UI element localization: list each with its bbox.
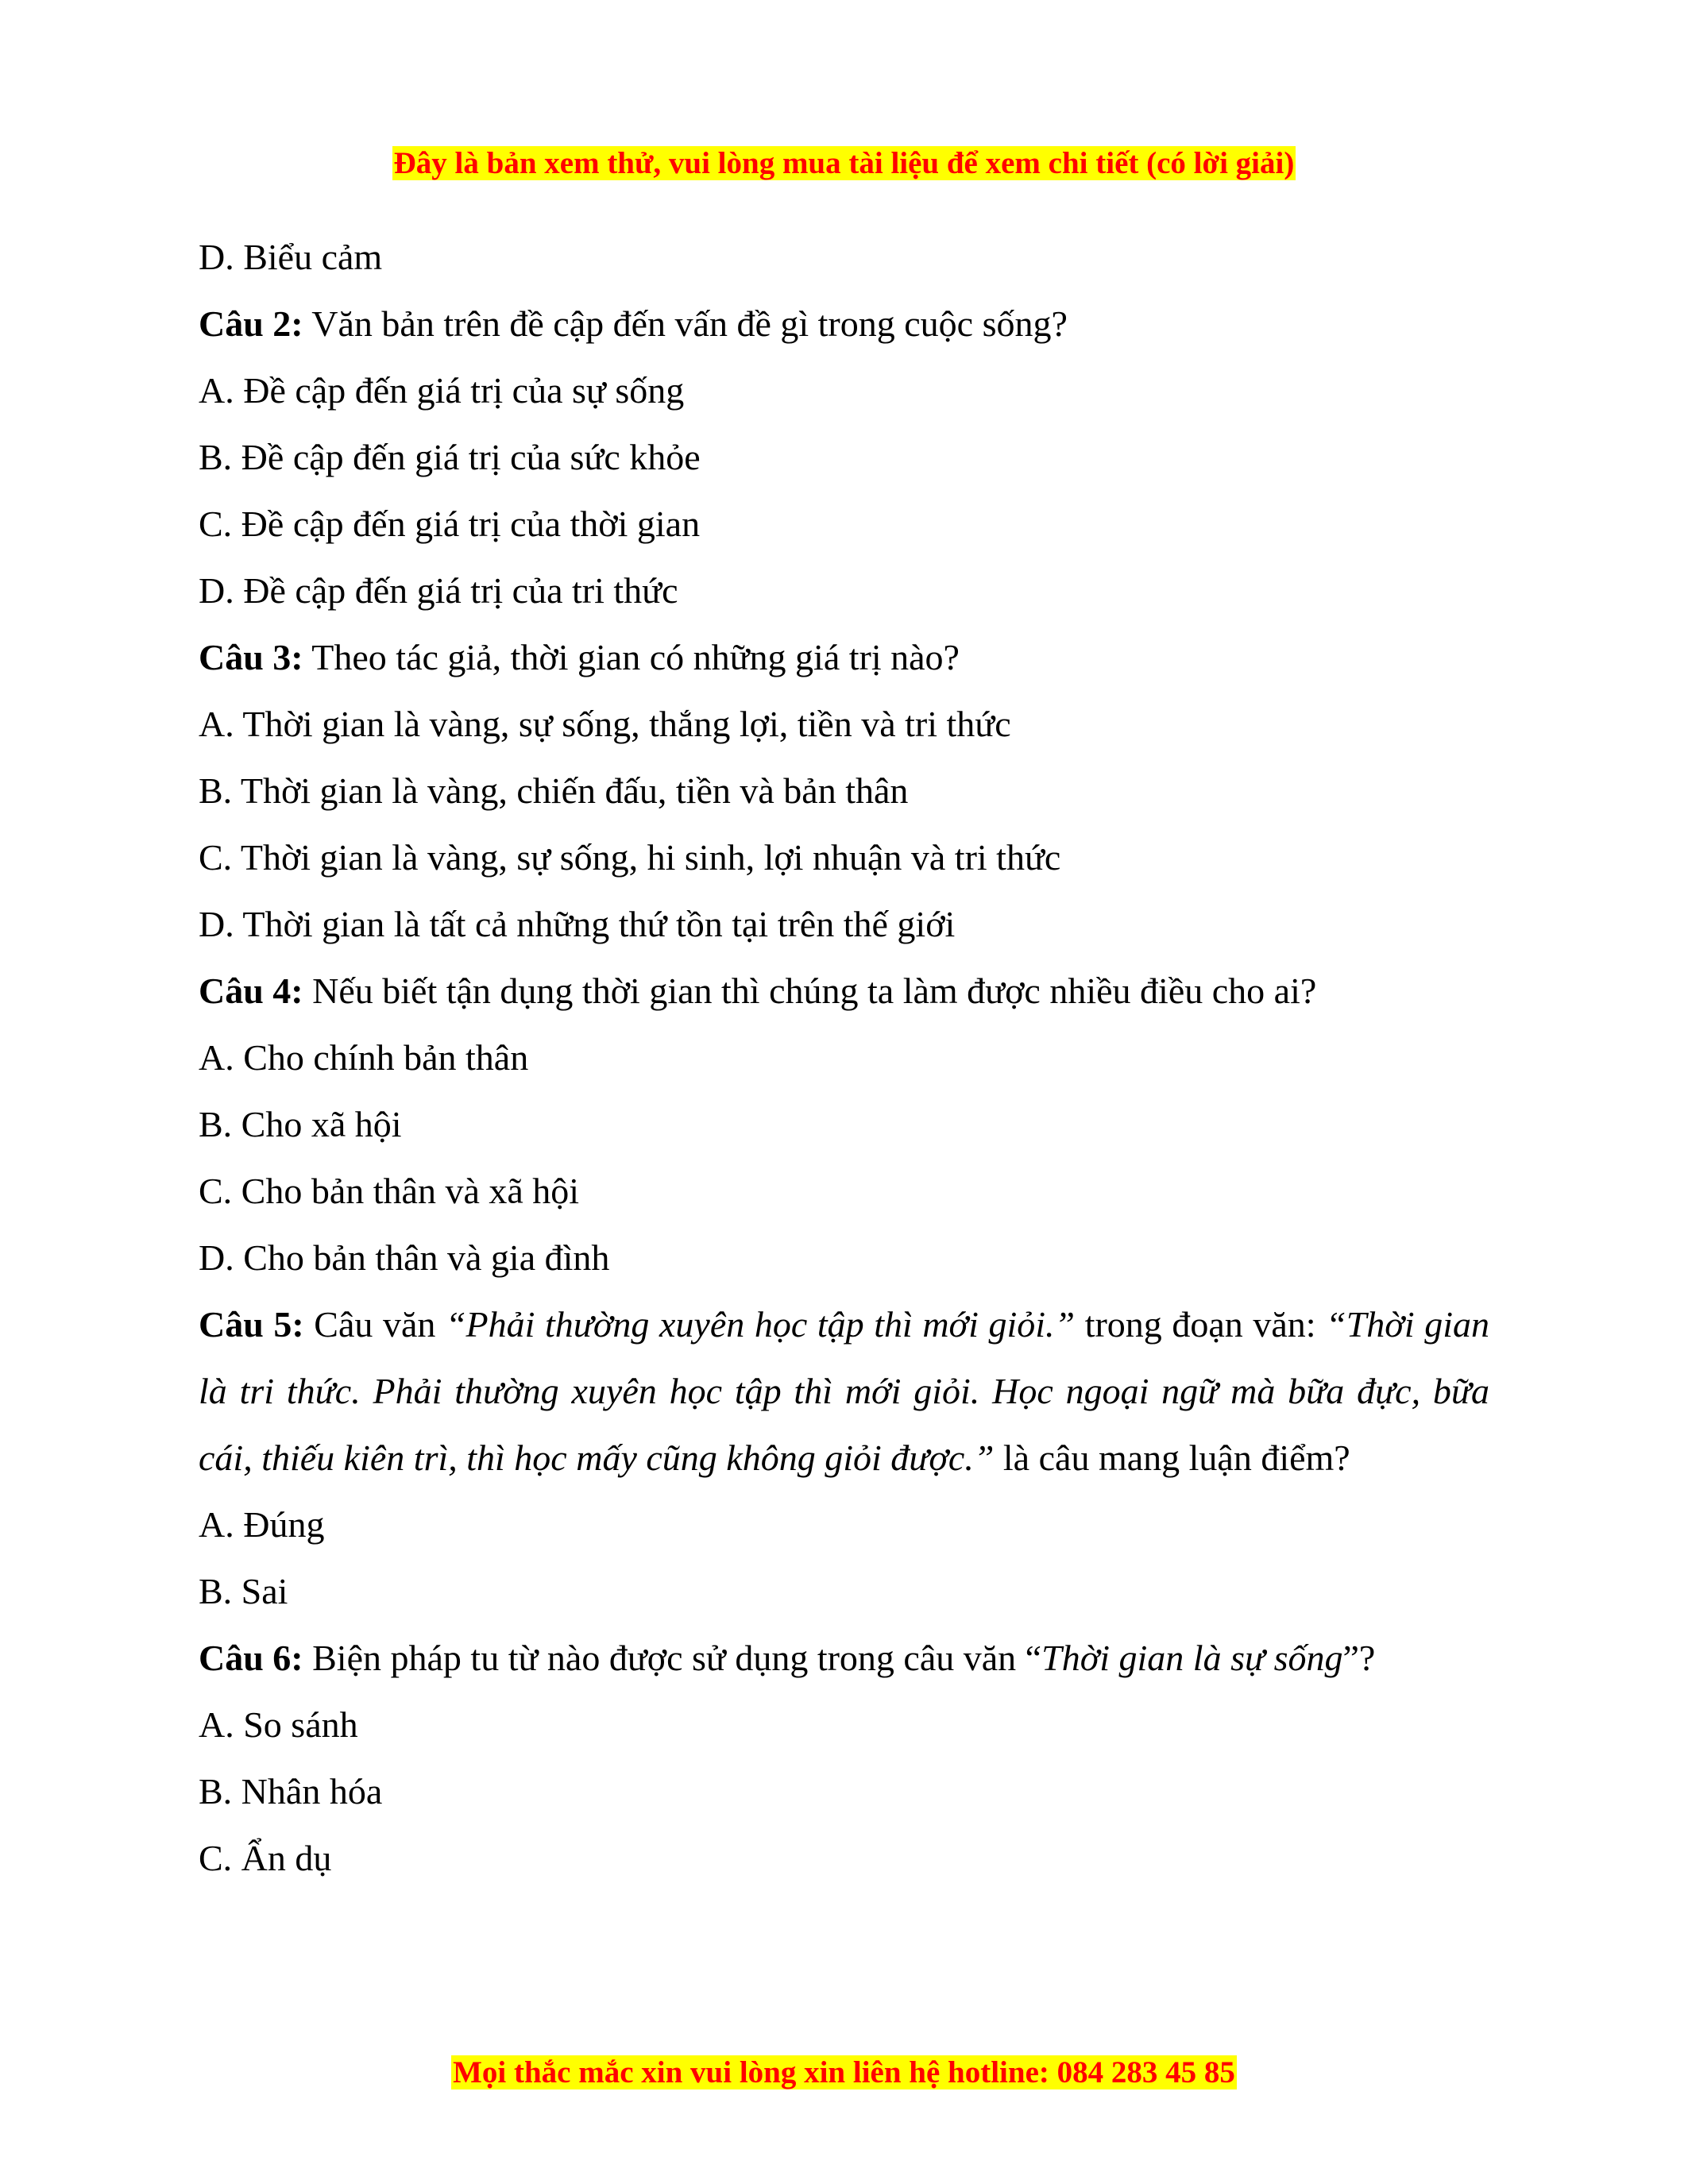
question-text: trong đoạn văn: [1075,1304,1327,1345]
quoted-paragraph: “Thời gian là tri thức. Phải thường xuyên học tập thì mới giỏi. Học ngoại ngữ mà bữa đực, bữa cái, thiếu kiên trì, thì học mấy cũng không giỏi được.” [199,1304,1489,1478]
option-line: A. Đề cập đến giá trị của sự sống [199,370,685,411]
option-line: B. Thời gian là vàng, chiến đấu, tiền và bản thân [199,770,909,811]
option-line: D. Cho bản thân và gia đình [199,1237,610,1278]
question-text: ”? [1342,1638,1376,1678]
question-text: Theo tác giả, thời gian có những giá trị nào? [303,637,960,677]
question-text: Biện pháp tu từ nào được sử dụng trong câu văn “ [303,1638,1042,1678]
option-line: C. Đề cập đến giá trị của thời gian [199,504,701,544]
option-line: A. So sánh [199,1704,358,1745]
hotline-banner [0,2055,1688,2091]
option-line: D. Đề cập đến giá trị của tri thức [199,570,678,611]
quoted-sentence: “Phải thường xuyên học tập thì mới giỏi.” [445,1304,1076,1345]
question-list [199,224,1489,1892]
option-line: C. Cho bản thân và xã hội [199,1171,580,1211]
option-line: A. Cho chính bản thân [199,1037,529,1078]
option-line: A. Đúng [199,1504,325,1545]
preview-notice-banner [0,145,1688,182]
preview-notice-text: Đây là bản xem thử, vui lòng mua tài liệu để xem chi tiết (có lời giải) [393,146,1295,180]
option-line: C. Ẩn dụ [199,1838,332,1878]
question-4 [199,958,1489,1024]
option-line: B. Nhân hóa [199,1771,383,1812]
quoted-phrase: Thời gian là sự sống [1041,1638,1343,1678]
question-label: Câu 5: [199,1304,304,1345]
question-label: Câu 4: [199,970,303,1011]
question-text: Nếu biết tận dụng thời gian thì chúng ta làm được nhiều điều cho ai? [303,970,1317,1011]
question-text: Câu văn [303,1304,446,1345]
option-line: B. Cho xã hội [199,1104,402,1144]
hotline-text: Mọi thắc mắc xin vui lòng xin liên hệ hotline: 084 283 45 85 [453,2055,1235,2089]
question-5 [199,1291,1489,1491]
option-line: B. Đề cập đến giá trị của sức khỏe [199,437,701,477]
option-line: A. Thời gian là vàng, sự sống, thắng lợi, tiền và tri thức [199,704,1011,744]
question-label: Câu 6: [199,1638,303,1678]
question-text: là câu mang luận điểm? [994,1437,1350,1478]
option-line: B. Sai [199,1571,288,1611]
option-line: C. Thời gian là vàng, sự sống, hi sinh, lợi nhuận và tri thức [199,837,1061,878]
question-text: Văn bản trên đề cập đến vấn đề gì trong cuộc sống? [303,303,1068,344]
question-label: Câu 2: [199,303,303,344]
question-label: Câu 3: [199,637,303,677]
option-line: D. Thời gian là tất cả những thứ tồn tại trên thế giới [199,904,956,944]
question-6 [199,1625,1489,1692]
question-2 [199,291,1489,357]
question-3 [199,624,1489,691]
option-line: D. Biểu cảm [199,237,383,277]
